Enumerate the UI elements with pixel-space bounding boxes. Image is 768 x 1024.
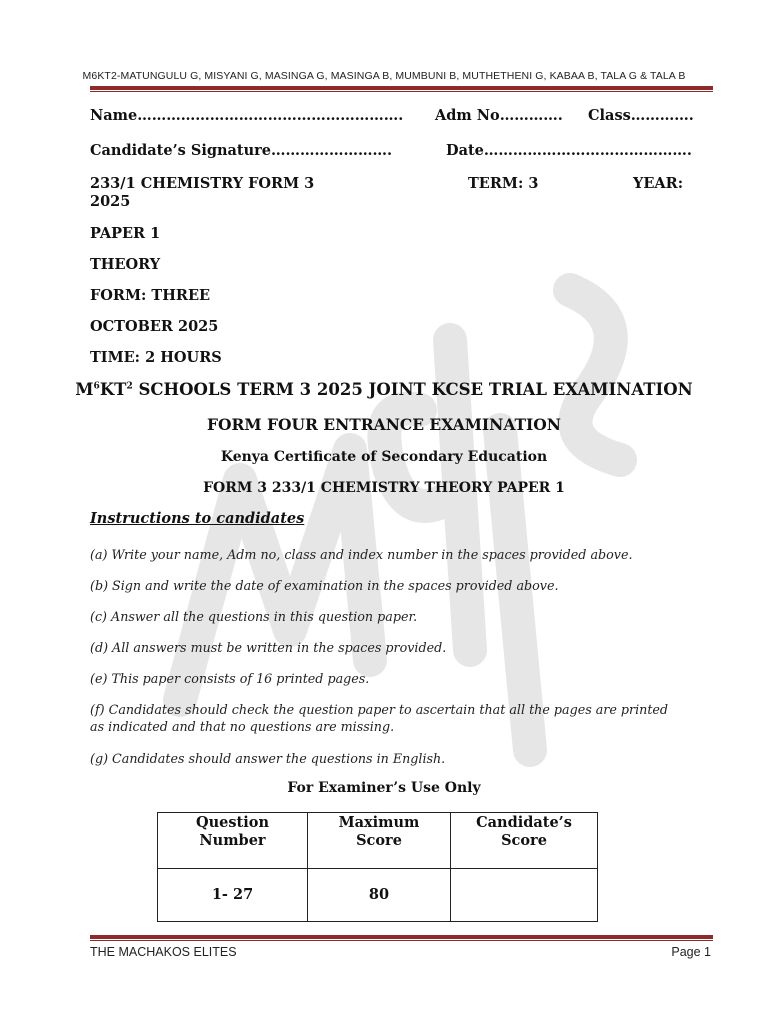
footer-page-number: Page 1 bbox=[671, 945, 711, 959]
footer-rule-thin bbox=[90, 940, 713, 941]
subtitle: FORM FOUR ENTRANCE EXAMINATION bbox=[207, 415, 561, 434]
col-question-number: Question Number bbox=[158, 813, 308, 869]
header-rule bbox=[90, 86, 713, 90]
form-level: FORM: THREE bbox=[90, 287, 211, 304]
instruction-a: (a) Write your name, Adm no, class and index number in the spaces provided above. bbox=[90, 547, 633, 562]
term-label: TERM: 3 bbox=[468, 175, 539, 192]
cell-candidate-score[interactable] bbox=[451, 869, 598, 922]
paper-number: PAPER 1 bbox=[90, 225, 161, 242]
examiner-score-table bbox=[157, 812, 598, 922]
col-maximum-score: Maximum Score bbox=[308, 813, 451, 869]
table-row bbox=[158, 869, 598, 922]
paper-type: THEORY bbox=[90, 256, 161, 273]
instructions-heading: Instructions to candidates bbox=[90, 510, 305, 527]
instruction-g: (g) Candidates should answer the questions in English. bbox=[90, 751, 446, 766]
exam-time: TIME: 2 HOURS bbox=[90, 349, 222, 366]
year-label: YEAR: bbox=[633, 175, 684, 192]
signature-field: Candidate’s Signature……………………. bbox=[90, 142, 393, 159]
instruction-d: (d) All answers must be written in the spaces provided. bbox=[90, 640, 447, 655]
cell-question-range: 1- 27 bbox=[158, 869, 308, 922]
instruction-b: (b) Sign and write the date of examination in the spaces provided above. bbox=[90, 578, 559, 593]
main-title: $M^6KT^2$ SCHOOLS TERM 3 2025 JOINT KCSE TRIAL EXAMINATION bbox=[75, 380, 693, 399]
instruction-c: (c) Answer all the questions in this question paper. bbox=[90, 609, 418, 624]
adm-no-field: Adm No…………. bbox=[435, 107, 563, 124]
header-authors: M6KT2-MATUNGULU G, MISYANI G, MASINGA G, MASINGA B, MUMBUNI B, MUTHETHENI G, KABAA B, TALA G & TALA B bbox=[82, 70, 686, 82]
footer-rule bbox=[90, 935, 713, 939]
name-field: Name………………………………………………. bbox=[90, 107, 404, 124]
date-field: Date……………………………………. bbox=[446, 142, 692, 159]
subject-line: 233/1 CHEMISTRY FORM 3 bbox=[90, 175, 315, 192]
exam-month: OCTOBER 2025 bbox=[90, 318, 219, 335]
header-rule-thin bbox=[90, 91, 713, 92]
examiner-title: For Examiner’s Use Only bbox=[287, 780, 481, 796]
table-header-row bbox=[158, 813, 598, 869]
paper-title: FORM 3 233/1 CHEMISTRY THEORY PAPER 1 bbox=[203, 480, 565, 496]
certificate-title: Kenya Certificate of Secondary Education bbox=[220, 449, 548, 465]
cell-max-score: 80 bbox=[308, 869, 451, 922]
instruction-e: (e) This paper consists of 16 printed pages. bbox=[90, 671, 370, 686]
instruction-f: (f) Candidates should check the question paper to ascertain that all the pages are printed as indicated and that no questions are missing. bbox=[90, 702, 669, 734]
year-value: 2025 bbox=[90, 193, 131, 210]
footer-school: THE MACHAKOS ELITES bbox=[90, 945, 237, 959]
class-field: Class…………. bbox=[588, 107, 694, 124]
col-candidate-score: Candidate’s Score bbox=[451, 813, 598, 869]
